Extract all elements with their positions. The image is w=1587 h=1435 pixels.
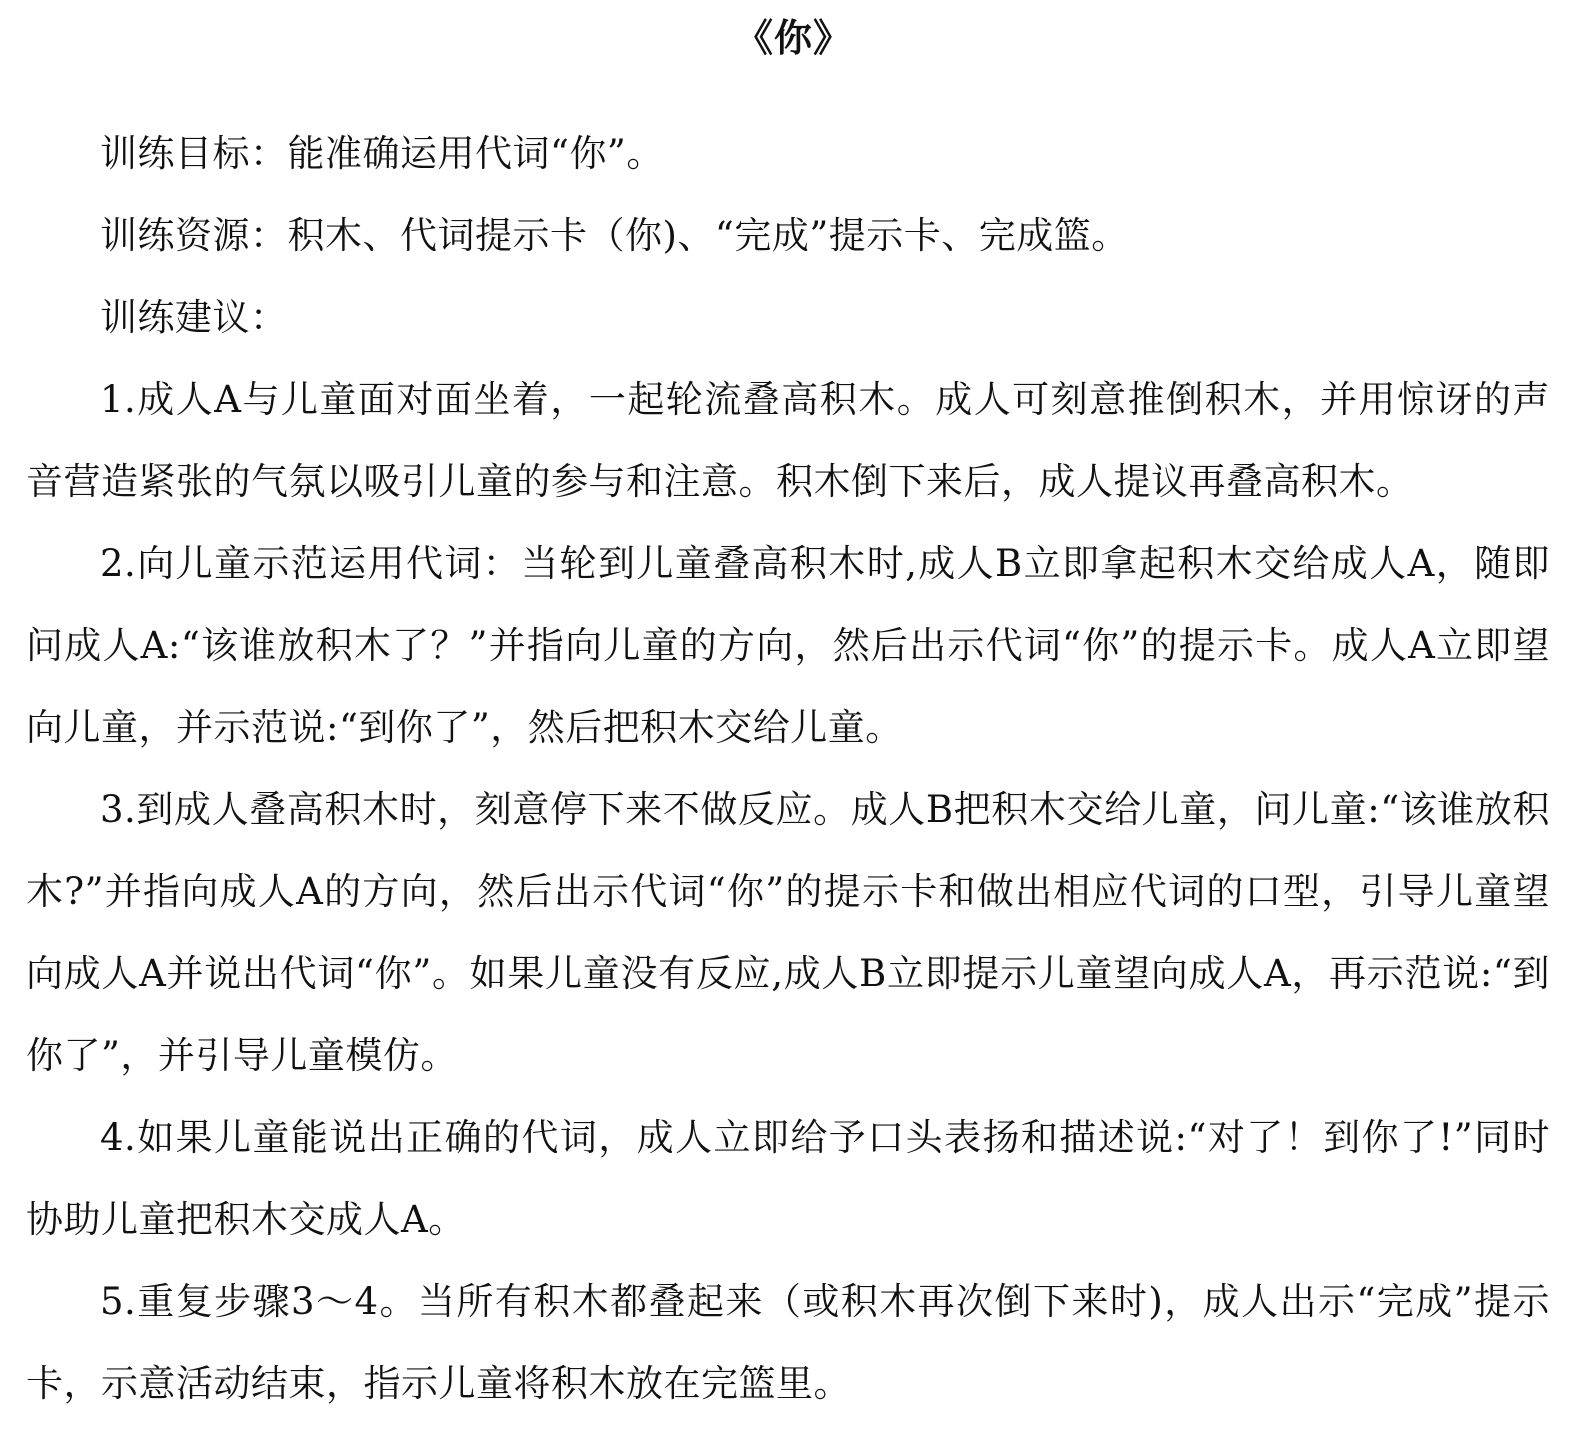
document-body <box>26 113 1550 1425</box>
training-goal: 训练目标：能准确运用代词“你”。 <box>100 132 664 175</box>
training-suggestions-heading: 训练建议： <box>100 296 288 339</box>
training-resources: 训练资源：积木、代词提示卡（你)、“完成”提示卡、完成篮。 <box>100 214 1129 257</box>
step-2: 2.向儿童示范运用代词：当轮到儿童叠高积木时,成人B立即拿起积木交给成人A，随即问成人A:“该谁放积木了？”并指向儿童的方向，然后出示代词“你”的提示卡。成人A立即望向儿童，并示范说:“到你了”，然后把积木交给儿童。 <box>26 542 1550 749</box>
document-title: 《你》 <box>734 16 852 60</box>
step-1: 1.成人A与儿童面对面坐着，一起轮流叠高积木。成人可刻意推倒积木，并用惊讶的声音营造紧张的气氛以吸引儿童的参与和注意。积木倒下来后，成人提议再叠高积木。 <box>26 378 1550 503</box>
step-4: 4.如果儿童能说出正确的代词，成人立即给予口头表扬和描述说:“对了！到你了!”同时协助儿童把积木交成人A。 <box>26 1116 1550 1241</box>
step-3: 3.到成人叠高积木时，刻意停下来不做反应。成人B把积木交给儿童，问儿童:“该谁放积木?”并指向成人A的方向，然后出示代词“你”的提示卡和做出相应代词的口型，引导儿童望向成人A并说出代词“你”。如果儿童没有反应,成人B立即提示儿童望向成人A，再示范说:“到你了”，并引导儿童模仿。 <box>26 788 1550 1077</box>
step-5: 5.重复步骤3～4。当所有积木都叠起来（或积木再次倒下来时)，成人出示“完成”提示卡，示意活动结束，指示儿童将积木放在完篮里。 <box>26 1280 1550 1405</box>
